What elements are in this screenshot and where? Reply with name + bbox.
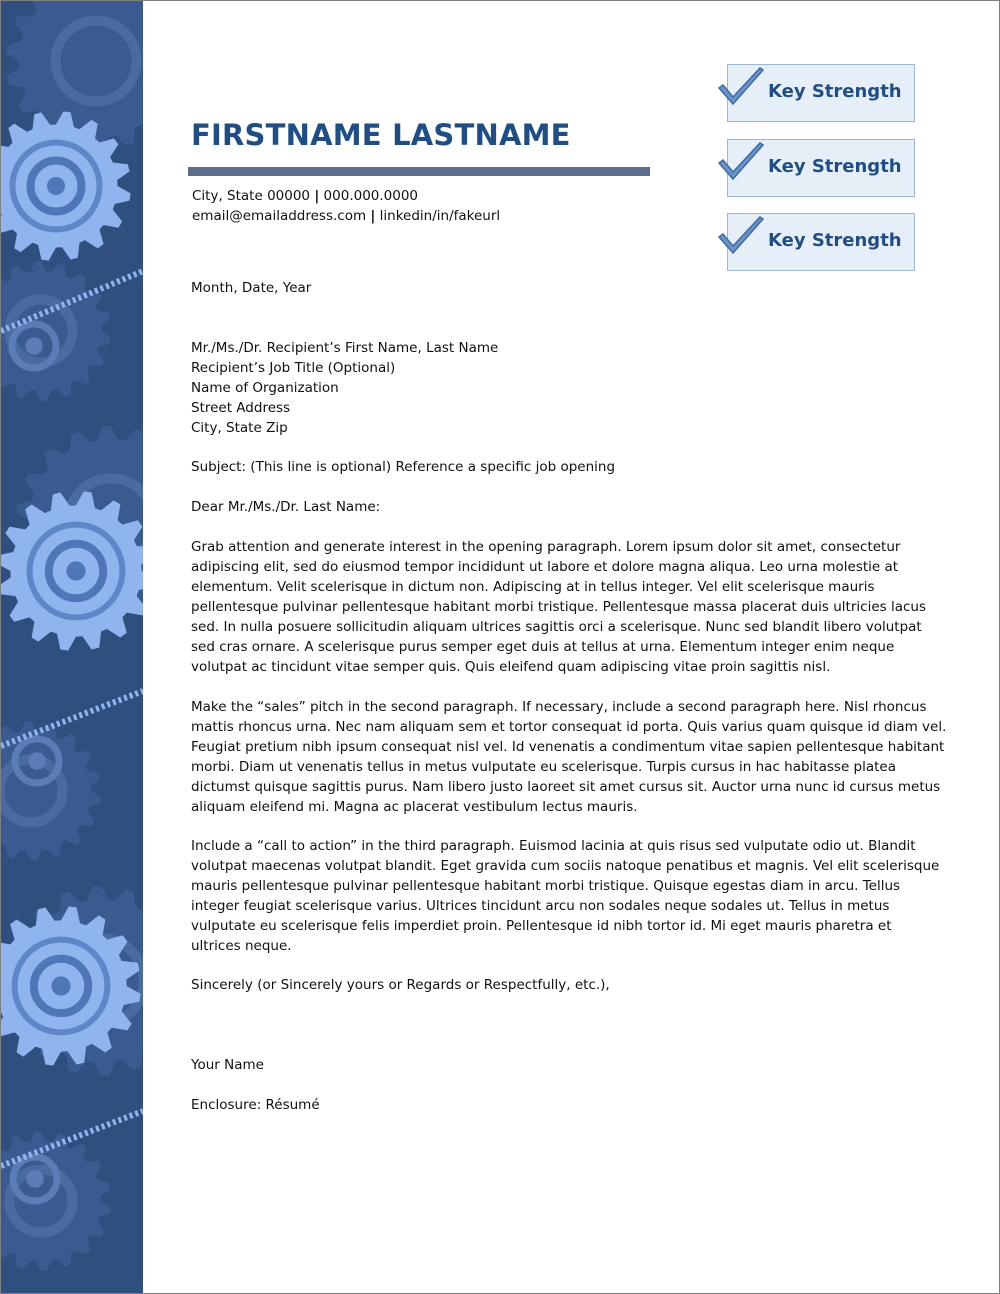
body-line: ultrices neque. bbox=[191, 938, 292, 954]
recipient-line: Name of Organization bbox=[191, 380, 339, 396]
gear-band bbox=[1, 1, 143, 1293]
city-state-zip: City, State 00000 bbox=[192, 188, 311, 204]
body-line: mauris pellentesque pulvinar pellentesque habitant morbi tristique. Quisque egestas diam in arcu. Tellus bbox=[191, 878, 901, 894]
key-strength-label: Key Strength bbox=[768, 81, 902, 102]
email-address[interactable]: email@emailaddress.com bbox=[192, 208, 367, 224]
contact-separator: | bbox=[314, 188, 320, 204]
body-line: Grab attention and generate interest in the opening paragraph. Lorem ipsum dolor sit amet, consectetur bbox=[191, 539, 901, 555]
body-paragraph-2 bbox=[191, 697, 947, 817]
contact-block bbox=[192, 186, 500, 226]
body-line: pellentesque pulvinar pellentesque habitant morbi tristique. Pellentesque massa placerat duis ultricies lacus bbox=[191, 599, 926, 615]
salutation bbox=[191, 497, 941, 517]
recipient-line: Mr./Ms./Dr. Recipient’s First Name, Last Name bbox=[191, 340, 499, 356]
subject-line bbox=[191, 457, 941, 477]
phone-number: 000.000.0000 bbox=[323, 188, 419, 204]
enclosure bbox=[191, 1095, 941, 1115]
check-icon bbox=[716, 215, 766, 261]
gear-pattern bbox=[1, 1, 143, 1293]
contact-separator: | bbox=[370, 208, 376, 224]
applicant-name: FIRSTNAME LASTNAME bbox=[191, 118, 571, 152]
body-line: volutpat ac tincidunt vitae semper quis. Quis eleifend quam adipiscing vitae proin sagittis nisl. bbox=[191, 659, 831, 675]
body-line: aliquam eleifend mi. Magna ac placerat vestibulum lectus mauris. bbox=[191, 799, 638, 815]
gear-hub bbox=[51, 976, 70, 995]
subject-text: Subject: (This line is optional) Reference a specific job opening bbox=[191, 459, 616, 475]
small-gear-hub bbox=[26, 1170, 44, 1188]
signature bbox=[191, 1055, 941, 1075]
check-icon bbox=[716, 141, 766, 187]
body-line: dictumst quisque sagittis purus. Nam libero justo laoreet sit amet cursus sit. Auctor urna nunc id cursus metus bbox=[191, 779, 941, 795]
check-icon bbox=[716, 66, 766, 112]
body-line: sed cras ornare. A scelerisque purus semper eget duis at tellus at urna. Elementum integer enim neque bbox=[191, 639, 895, 655]
background-gear bbox=[1, 1131, 111, 1271]
small-gear-hub bbox=[28, 752, 46, 770]
body-line: vulputate eu scelerisque felis imperdiet proin. Pellentesque id nibh tortor id. Mi eget mauris pharetra et bbox=[191, 918, 892, 934]
gear-hub bbox=[47, 177, 65, 195]
closing-text: Sincerely (or Sincerely yours or Regards or Respectfully, etc.), bbox=[191, 977, 610, 993]
body-line: volutpat maecenas volutpat blandit. Eget gravida cum sociis natoque penatibus et magnis. Vel elit scelerisque bbox=[191, 858, 940, 874]
key-strength-label: Key Strength bbox=[768, 156, 902, 177]
body-line: Make the “sales” pitch in the second paragraph. If necessary, include a second paragraph here. Nisl rhoncus bbox=[191, 699, 927, 715]
enclosure-text: Enclosure: Résumé bbox=[191, 1097, 320, 1113]
name-underline bbox=[188, 167, 650, 176]
body-line: sed. In nulla posuere sollicitudin aliquam ultrices sagittis orci a scelerisque. Nunc sed blandit libero volutpat bbox=[191, 619, 922, 635]
body-line: elementum. Velit scelerisque in dictum non. Adipiscing at in tellus integer. Vel elit scelerisque mauris bbox=[191, 579, 875, 595]
recipient-block bbox=[191, 338, 941, 438]
body-line: adipiscing elit, sed do eiusmod tempor incididunt ut labore et dolore magna aliqua. Leo urna molestie at bbox=[191, 559, 899, 575]
recipient-line: City, State Zip bbox=[191, 420, 288, 436]
date-line: Month, Date, Year bbox=[191, 280, 312, 296]
linkedin-url[interactable]: linkedin/in/fakeurl bbox=[379, 208, 501, 224]
letter-date bbox=[191, 278, 941, 298]
contact-line-1 bbox=[192, 186, 500, 206]
contact-line-2 bbox=[192, 206, 500, 226]
body-line: Feugiat pretium nibh ipsum consequat nisl vel. Id venenatis a condimentum vitae sapien pellentesque habitant bbox=[191, 739, 945, 755]
key-strength-label: Key Strength bbox=[768, 230, 902, 251]
signature-name: Your Name bbox=[191, 1057, 264, 1073]
small-gear-hub bbox=[25, 337, 43, 355]
recipient-line: Recipient’s Job Title (Optional) bbox=[191, 360, 396, 376]
body-paragraph-3 bbox=[191, 836, 941, 956]
body-paragraph-1 bbox=[191, 537, 941, 677]
salutation-text: Dear Mr./Ms./Dr. Last Name: bbox=[191, 499, 381, 515]
gear-hub bbox=[66, 561, 85, 580]
recipient-line: Street Address bbox=[191, 400, 291, 416]
body-line: Include a “call to action” in the third paragraph. Euismod lacinia at quis risus sed vulputate odio ut. Blandit bbox=[191, 838, 916, 854]
body-line: morbi. Diam ut venenatis tellus in metus vulputate eu scelerisque. Turpis cursus in hac habitasse platea bbox=[191, 759, 896, 775]
body-line: integer feugiat scelerisque varius. Ultrices tincidunt arcu non sodales neque sodales ut. Tellus in metus bbox=[191, 898, 890, 914]
closing bbox=[191, 975, 941, 995]
body-line: mattis rhoncus urna. Nec nam aliquam sem et tortor consequat id porta. Quis varius quam quisque id diam vel. bbox=[191, 719, 947, 735]
